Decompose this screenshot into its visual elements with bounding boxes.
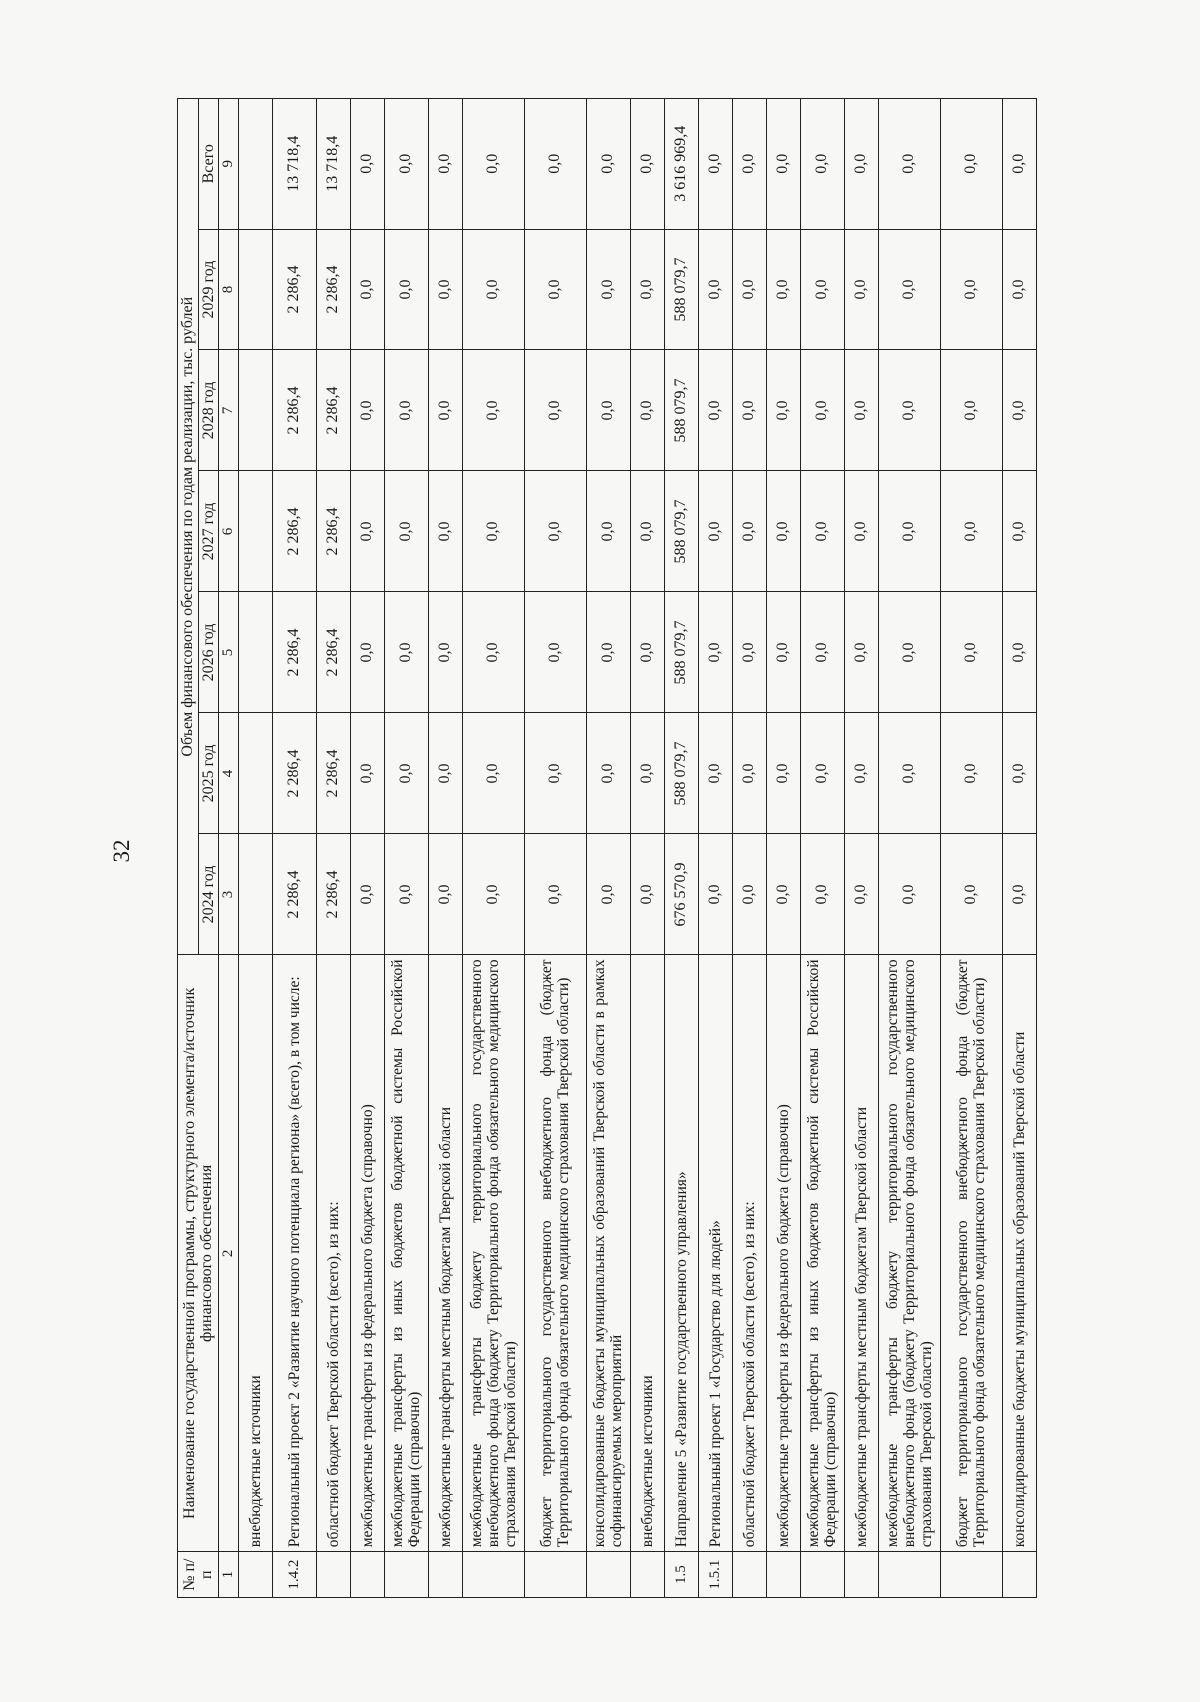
row-total: 0,0 [844,99,878,230]
row-value: 0,0 [766,471,800,592]
row-name: межбюджетные трансферты бюджету территориального государственного внебюджетного фонда (бюджету Территориального фонда обязательного медицинского страхования Тверской области) [462,955,524,1552]
row-total: 0,0 [940,99,1002,230]
row-value: 0,0 [586,834,630,955]
column-index: 3 [219,834,239,955]
row-value: 0,0 [800,229,844,350]
row-value: 0,0 [428,834,462,955]
row-value: 2 286,4 [272,229,316,350]
row-total: 0,0 [524,99,586,230]
row-value: 0,0 [800,834,844,955]
row-number: 1.5 [664,1552,698,1598]
row-value: 2 286,4 [272,471,316,592]
row-name: консолидированные бюджеты муниципальных образований Тверской области в рамках софинансируемых мероприятий [586,955,630,1552]
header-year: 2026 год [198,592,219,713]
row-total: 0,0 [384,99,428,230]
row-value: 0,0 [586,229,630,350]
row-value: 0,0 [878,471,940,592]
page-number: 32 [109,839,134,863]
row-total: 0,0 [1002,99,1036,230]
row-value: 0,0 [800,592,844,713]
row-value: 0,0 [940,229,1002,350]
row-value: 0,0 [732,713,766,834]
table-row [272,99,316,1598]
row-name: межбюджетные трансферты из иных бюджетов бюджетной системы Российской Федерации (справочно) [800,955,844,1552]
row-number [586,1552,630,1598]
table-row [878,99,940,1598]
row-value: 676 570,9 [664,834,698,955]
row-value: 0,0 [428,350,462,471]
row-value: 0,0 [384,471,428,592]
row-number [428,1552,462,1598]
row-number [844,1552,878,1598]
table-row [732,99,766,1598]
table-row [462,99,524,1598]
row-value: 0,0 [428,229,462,350]
row-value: 0,0 [940,713,1002,834]
column-index: 1 [219,1552,239,1598]
column-index: 8 [219,229,239,350]
row-value: 0,0 [462,229,524,350]
table-row [844,99,878,1598]
row-total: 0,0 [732,99,766,230]
row-value: 2 286,4 [272,592,316,713]
row-value: 0,0 [698,471,732,592]
row-value: 588 079,7 [664,592,698,713]
row-name: межбюджетные трансферты из иных бюджетов бюджетной системы Российской Федерации (справочно) [384,955,428,1552]
row-value: 0,0 [384,350,428,471]
row-number [238,1552,272,1598]
table-row [698,99,732,1598]
row-value: 0,0 [630,713,664,834]
row-value: 0,0 [732,592,766,713]
row-value: 0,0 [586,592,630,713]
row-number [940,1552,1002,1598]
row-value: 0,0 [940,350,1002,471]
row-value: 0,0 [698,713,732,834]
row-value [238,592,272,713]
row-value: 0,0 [462,471,524,592]
row-number [766,1552,800,1598]
funding-table [177,98,1037,1598]
row-number [1002,1552,1036,1598]
row-name: бюджет территориального государственного внебюджетного фонда (бюджет Территориального фонда обязательного медицинского страхования Тверской области) [940,955,1002,1552]
row-value: 0,0 [384,229,428,350]
row-value: 588 079,7 [664,350,698,471]
row-name: бюджет территориального государственного внебюджетного фонда (бюджет Территориального фонда обязательного медицинского страхования Тверской области) [524,955,586,1552]
row-number [462,1552,524,1598]
row-value [238,834,272,955]
row-value: 0,0 [630,471,664,592]
row-value: 0,0 [940,471,1002,592]
row-value: 0,0 [732,229,766,350]
row-value: 0,0 [940,834,1002,955]
table-row [316,99,350,1598]
row-value: 0,0 [800,713,844,834]
row-value: 0,0 [732,834,766,955]
row-name: межбюджетные трансферты бюджету территориального государственного внебюджетного фонда (бюджету Территориального фонда обязательного медицинского страхования Тверской области) [878,955,940,1552]
row-value: 0,0 [844,834,878,955]
row-total: 0,0 [350,99,384,230]
row-value: 0,0 [766,350,800,471]
row-name: межбюджетные трансферты местным бюджетам Тверской области [844,955,878,1552]
row-value: 0,0 [462,834,524,955]
row-name: областной бюджет Тверской области (всего), из них: [316,955,350,1552]
row-value: 588 079,7 [664,471,698,592]
row-value: 0,0 [698,834,732,955]
row-value: 0,0 [844,713,878,834]
table-row [524,99,586,1598]
header-total: Всего [198,99,219,230]
table-row [800,99,844,1598]
row-value: 2 286,4 [316,834,350,955]
column-index: 2 [219,955,239,1552]
row-value: 0,0 [350,229,384,350]
row-value: 0,0 [878,229,940,350]
row-value: 0,0 [800,350,844,471]
row-value: 0,0 [524,471,586,592]
row-value: 0,0 [878,713,940,834]
row-value: 0,0 [1002,471,1036,592]
row-value: 588 079,7 [664,713,698,834]
row-name: областной бюджет Тверской области (всего), из них: [732,955,766,1552]
header-volume: Объем финансового обеспечения по годам реализации, тыс. рублей [178,99,199,955]
table-row [664,99,698,1598]
row-value: 0,0 [766,592,800,713]
row-value: 0,0 [350,350,384,471]
row-number [878,1552,940,1598]
row-total: 0,0 [878,99,940,230]
row-value: 0,0 [1002,592,1036,713]
table-row [428,99,462,1598]
row-name: внебюджетные источники [630,955,664,1552]
row-value: 2 286,4 [316,471,350,592]
row-value: 0,0 [630,350,664,471]
row-total: 3 616 969,4 [664,99,698,230]
table-row [384,99,428,1598]
row-value: 0,0 [524,834,586,955]
row-value: 0,0 [586,350,630,471]
row-number [732,1552,766,1598]
row-value: 0,0 [878,834,940,955]
row-value [238,350,272,471]
row-value: 0,0 [1002,350,1036,471]
column-index-row [219,99,239,1598]
row-value: 0,0 [384,592,428,713]
row-total: 0,0 [462,99,524,230]
row-value: 0,0 [524,592,586,713]
table-row [1002,99,1036,1598]
row-value: 0,0 [384,834,428,955]
row-value: 2 286,4 [316,350,350,471]
header-year: 2028 год [198,350,219,471]
table-row [766,99,800,1598]
row-value: 0,0 [524,350,586,471]
row-value: 0,0 [800,471,844,592]
table-row [350,99,384,1598]
table-header [178,99,239,1598]
row-value: 2 286,4 [316,592,350,713]
row-name: Региональный проект 2 «Развитие научного потенциала региона» (всего), в том числе: [272,955,316,1552]
row-value [238,229,272,350]
row-number: 1.5.1 [698,1552,732,1598]
row-total: 0,0 [428,99,462,230]
row-total: 0,0 [766,99,800,230]
header-year: 2025 год [198,713,219,834]
row-value: 0,0 [844,471,878,592]
row-value: 0,0 [732,471,766,592]
row-value: 0,0 [1002,229,1036,350]
row-value: 2 286,4 [316,229,350,350]
row-value: 0,0 [428,713,462,834]
header-no: № п/п [178,1552,219,1598]
header-year: 2027 год [198,471,219,592]
row-value: 0,0 [630,229,664,350]
table-row [630,99,664,1598]
table-row [940,99,1002,1598]
column-index: 7 [219,350,239,471]
row-value: 0,0 [428,471,462,592]
row-value: 588 079,7 [664,229,698,350]
header-year: 2029 год [198,229,219,350]
row-value: 0,0 [384,713,428,834]
row-name: консолидированные бюджеты муниципальных образований Тверской области [1002,955,1036,1552]
column-index: 6 [219,471,239,592]
row-value: 0,0 [766,713,800,834]
row-value: 0,0 [350,592,384,713]
row-value: 0,0 [462,350,524,471]
row-value: 0,0 [844,592,878,713]
row-value: 0,0 [630,592,664,713]
row-value: 0,0 [586,713,630,834]
row-name: межбюджетные трансферты местным бюджетам Тверской области [428,955,462,1552]
row-total: 0,0 [800,99,844,230]
row-number [524,1552,586,1598]
row-value: 0,0 [462,592,524,713]
row-value: 2 286,4 [272,713,316,834]
row-value: 0,0 [878,350,940,471]
row-name: Направление 5 «Развитие государственного управления» [664,955,698,1552]
row-total: 13 718,4 [272,99,316,230]
row-total: 0,0 [630,99,664,230]
row-total [238,99,272,230]
row-value: 0,0 [698,592,732,713]
header-year: 2024 год [198,834,219,955]
row-value: 0,0 [524,229,586,350]
row-value: 0,0 [350,834,384,955]
column-index: 5 [219,592,239,713]
row-value: 0,0 [698,229,732,350]
table-row [586,99,630,1598]
header-name: Наименование государственной программы, структурного элемента/источник финансового обеспечения [178,955,219,1552]
row-value: 0,0 [350,471,384,592]
row-total: 0,0 [586,99,630,230]
row-number: 1.4.2 [272,1552,316,1598]
table-body [238,99,1036,1598]
row-number [316,1552,350,1598]
row-value: 0,0 [844,350,878,471]
row-value: 0,0 [1002,713,1036,834]
row-name: внебюджетные источники [238,955,272,1552]
row-number [800,1552,844,1598]
row-value: 0,0 [586,471,630,592]
row-number [350,1552,384,1598]
row-value: 0,0 [462,713,524,834]
row-name: Региональный проект 1 «Государство для людей» [698,955,732,1552]
rotated-table-container [177,98,1097,1598]
row-value [238,471,272,592]
row-value: 0,0 [940,592,1002,713]
row-value: 0,0 [524,713,586,834]
row-value: 0,0 [732,350,766,471]
row-number [384,1552,428,1598]
column-index: 9 [219,99,239,230]
column-index: 4 [219,713,239,834]
row-value [238,713,272,834]
row-value: 0,0 [844,229,878,350]
row-value: 0,0 [428,592,462,713]
table-row [238,99,272,1598]
row-value: 0,0 [878,592,940,713]
row-value: 2 286,4 [316,713,350,834]
row-value: 0,0 [350,713,384,834]
row-number [630,1552,664,1598]
row-value: 0,0 [630,834,664,955]
row-name: межбюджетные трансферты из федерального бюджета (справочно) [766,955,800,1552]
row-total: 13 718,4 [316,99,350,230]
row-total: 0,0 [698,99,732,230]
row-value: 2 286,4 [272,350,316,471]
row-value: 0,0 [698,350,732,471]
row-value: 0,0 [766,834,800,955]
row-value: 0,0 [766,229,800,350]
row-value: 0,0 [1002,834,1036,955]
row-name: межбюджетные трансферты из федерального бюджета (справочно) [350,955,384,1552]
row-value: 2 286,4 [272,834,316,955]
